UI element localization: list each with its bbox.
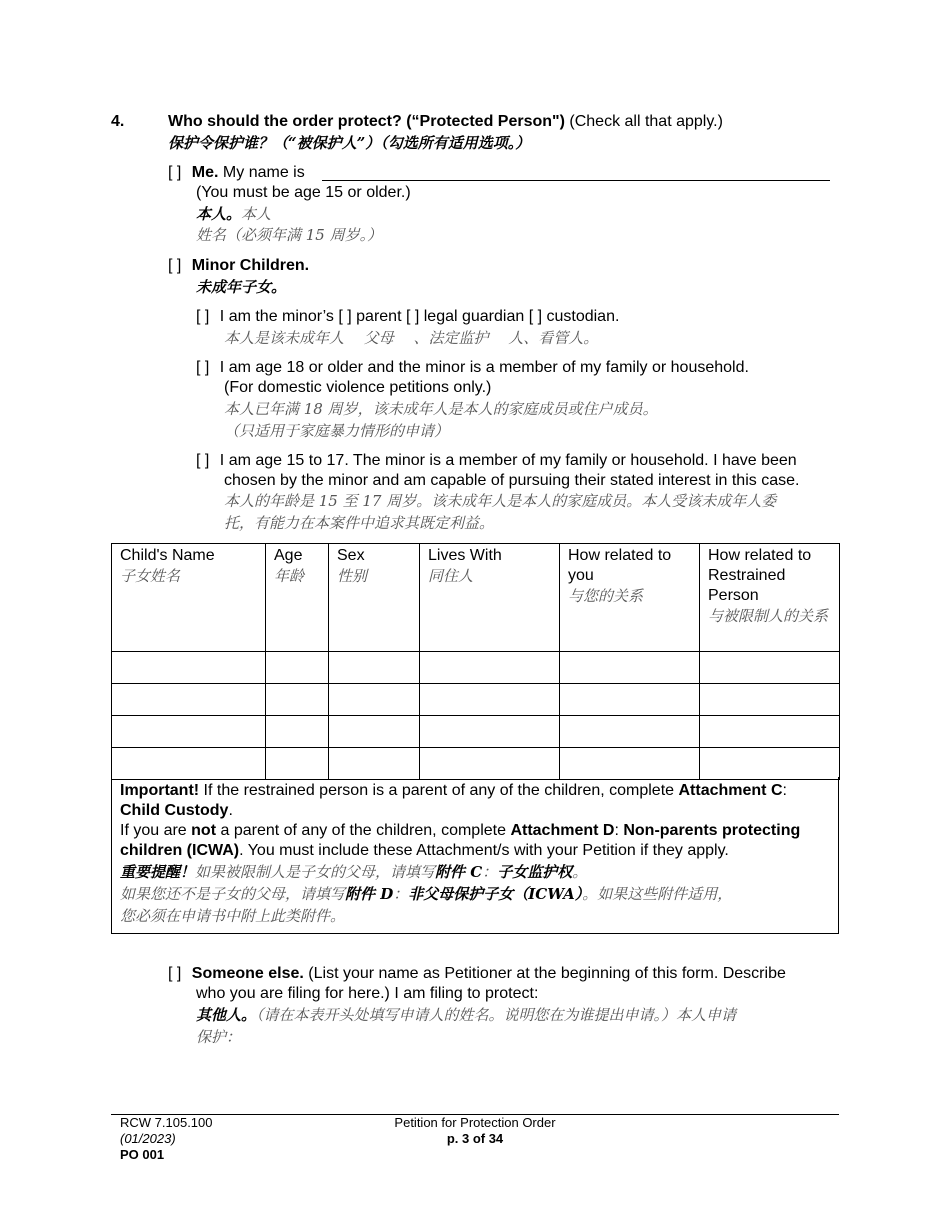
- section-title-rest: (Check all that apply.): [564, 113, 723, 130]
- minor-sub-option-1: [196, 307, 619, 327]
- cell-age[interactable]: [266, 684, 329, 716]
- minor-sub-zh-3: 本人的年龄是 15 至 17 周岁。该未成年人是本人的家庭成员。本人受该未成年人委: [224, 492, 777, 510]
- cell-related-to-restrained[interactable]: [700, 684, 840, 716]
- minor-sub-text-1: I am the minor’s [ ] parent [ ] legal guardian [ ] custodian.: [219, 308, 620, 325]
- minor-sub-text-3: I am age 15 to 17. The minor is a member of my family or household. I have been: [219, 452, 797, 469]
- important-p2: If you are not a parent of any of the children, complete Attachment D: Non-parents protecting children (ICWA). You must include these Attachment/s with your Petition if they apply.: [120, 822, 801, 859]
- section-title-bold: Who should the order protect? (“Protected Person"): [168, 113, 565, 130]
- table-row: [112, 748, 840, 780]
- section-title: [168, 112, 723, 132]
- me-text: My name is: [218, 164, 305, 181]
- cell-lives-with[interactable]: [420, 716, 560, 748]
- someone-label: Someone else.: [191, 965, 304, 982]
- table-row: [112, 684, 840, 716]
- cell-sex[interactable]: [329, 652, 420, 684]
- someone-zh-2: 保护：: [196, 1028, 242, 1046]
- minor-sub-text-2b: (For domestic violence petitions only.): [224, 379, 492, 396]
- cell-related-to-you[interactable]: [560, 716, 700, 748]
- minor-sub-zh-3b: 托，有能力在本案件中追求其既定利益。: [224, 514, 495, 532]
- minor-sub-option-3: [196, 451, 797, 471]
- header-related-to-you: How related to you 与您的关系: [560, 544, 700, 652]
- minor-sub-zh-2b: （只适用于家庭暴力情形的申请）: [224, 422, 450, 440]
- someone-text: (List your name as Petitioner at the beginning of this form. Describe: [303, 965, 786, 982]
- table-row: [112, 652, 840, 684]
- minor-sub-zh-2: 本人已年满 18 周岁，该未成年人是本人的家庭成员或住户成员。: [224, 400, 658, 418]
- header-age: Age 年龄: [266, 544, 329, 652]
- minor-sub-text-3b: chosen by the minor and am capable of pursuing their stated interest in this case.: [224, 472, 800, 489]
- minor-zh-label: 未成年子女。: [196, 278, 287, 296]
- cell-related-to-you[interactable]: [560, 652, 700, 684]
- cell-lives-with[interactable]: [420, 748, 560, 780]
- header-sex: Sex 性别: [329, 544, 420, 652]
- someone-checkbox[interactable]: [ ]: [168, 965, 182, 982]
- cell-related-to-restrained[interactable]: [700, 716, 840, 748]
- footer-form-number: PO 001: [120, 1147, 165, 1162]
- minor-label: Minor Children.: [191, 257, 310, 274]
- cell-childs-name[interactable]: [112, 716, 266, 748]
- footer-page: p. 3 of 34: [446, 1131, 504, 1146]
- cell-related-to-restrained[interactable]: [700, 652, 840, 684]
- header-lives-with: Lives With 同住人: [420, 544, 560, 652]
- cell-childs-name[interactable]: [112, 748, 266, 780]
- footer-title: Petition for Protection Order: [394, 1115, 556, 1130]
- me-zh-line1: [196, 204, 271, 224]
- cell-related-to-you[interactable]: [560, 748, 700, 780]
- cell-lives-with[interactable]: [420, 684, 560, 716]
- section-title-zh: 保护令保护谁？（“被保护人”）（勾选所有适用选项。）: [168, 134, 531, 152]
- cell-age[interactable]: [266, 716, 329, 748]
- important-zh-1: 重要提醒！如果被限制人是子女的父母，请填写附件 C：子女监护权。: [120, 863, 588, 881]
- children-table: [111, 543, 840, 780]
- cell-age[interactable]: [266, 652, 329, 684]
- minor-checkbox[interactable]: [ ]: [168, 257, 182, 274]
- minor-sub-checkbox-1[interactable]: [ ]: [196, 308, 210, 325]
- me-zh-label: 本人。: [196, 205, 242, 223]
- footer-date: (01/2023): [120, 1131, 176, 1146]
- me-checkbox[interactable]: [ ]: [168, 164, 182, 181]
- someone-text-2: who you are filing for here.) I am filing to protect:: [196, 985, 539, 1002]
- important-zh-3: 您必须在申请书中附上此类附件。: [120, 907, 346, 925]
- cell-childs-name[interactable]: [112, 684, 266, 716]
- cell-lives-with[interactable]: [420, 652, 560, 684]
- me-label: Me.: [191, 164, 219, 181]
- me-zh-line2: 姓名（必须年满 15 周岁。）: [196, 226, 383, 244]
- cell-sex[interactable]: [329, 716, 420, 748]
- cell-related-to-restrained[interactable]: [700, 748, 840, 780]
- minor-option: [168, 256, 309, 276]
- me-option: [168, 163, 305, 183]
- my-name-field[interactable]: [322, 180, 830, 181]
- header-related-to-restrained: How related to Restrained Person 与被限制人的关系: [700, 544, 840, 652]
- cell-childs-name[interactable]: [112, 652, 266, 684]
- minor-sub-checkbox-3[interactable]: [ ]: [196, 452, 210, 469]
- someone-zh-1: [196, 1005, 736, 1025]
- section-number: 4.: [111, 113, 125, 130]
- table-header-row: [112, 544, 840, 652]
- minor-sub-zh-1: 本人是该未成年人 父母 、法定监护 人、看管人。: [224, 329, 599, 347]
- minor-sub-checkbox-2[interactable]: [ ]: [196, 359, 210, 376]
- minor-sub-option-2: [196, 358, 749, 378]
- someone-option: [168, 964, 786, 984]
- cell-sex[interactable]: [329, 748, 420, 780]
- cell-age[interactable]: [266, 748, 329, 780]
- important-zh-2: 如果您还不是子女的父母，请填写附件 D：非父母保护子女（ICWA）。如果这些附件适用，: [120, 885, 733, 903]
- header-childs-name: Child's Name 子女姓名: [112, 544, 266, 652]
- table-row: [112, 716, 840, 748]
- footer-rcw: RCW 7.105.100: [120, 1115, 213, 1130]
- someone-zh-label: 其他人。: [196, 1006, 257, 1024]
- someone-zh-text: （请在本表开头处填写申请人的姓名。说明您在为谁提出申请。）本人申请: [256, 1006, 737, 1024]
- me-zh-text: 本人: [241, 205, 272, 223]
- important-p1: Important! If the restrained person is a parent of any of the children, complete Attachment C: Child Custody.: [120, 782, 787, 819]
- important-notice: [111, 777, 839, 934]
- cell-sex[interactable]: [329, 684, 420, 716]
- me-age-note: (You must be age 15 or older.): [196, 184, 411, 201]
- minor-sub-text-2: I am age 18 or older and the minor is a member of my family or household.: [219, 359, 749, 376]
- cell-related-to-you[interactable]: [560, 684, 700, 716]
